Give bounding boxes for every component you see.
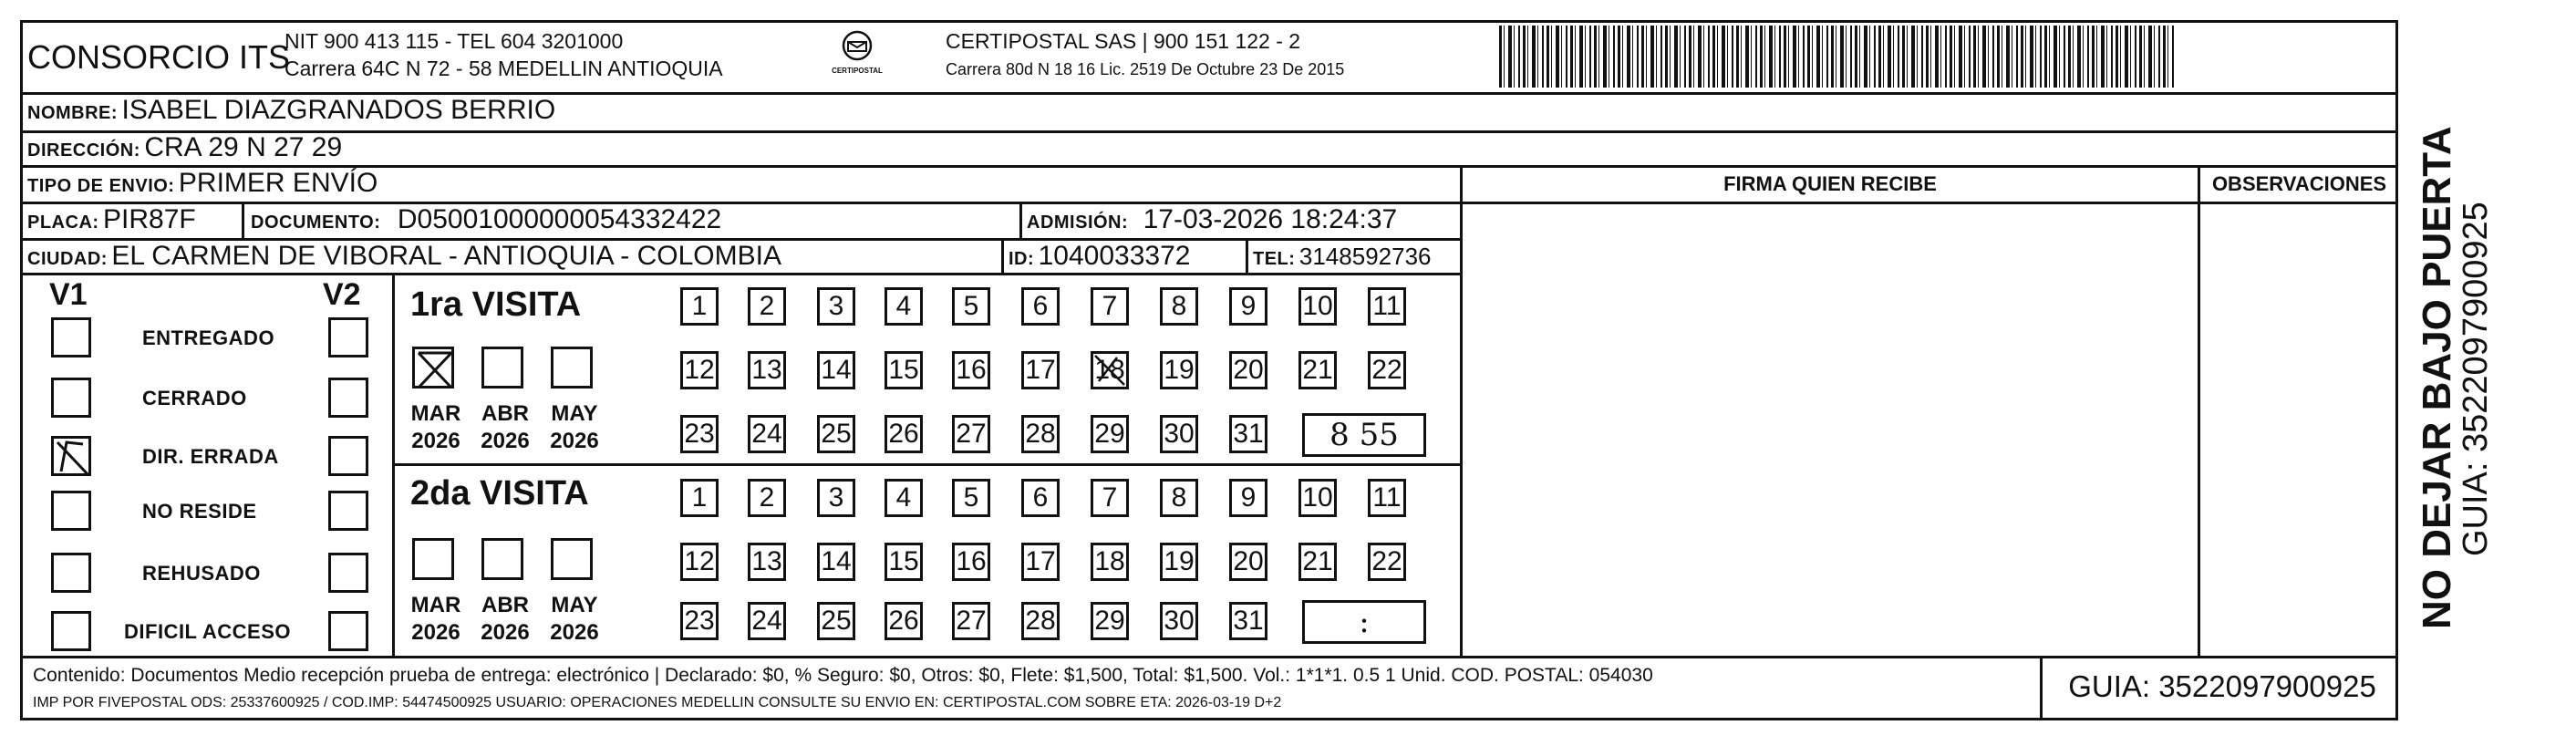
v2-checkbox[interactable] [328,553,368,593]
month-label: MAR [410,593,461,617]
direccion-value: CRA 29 N 27 29 [144,132,343,162]
day-box[interactable] [748,479,786,517]
day-box[interactable] [1091,602,1129,640]
day-number: 14 [821,355,852,385]
day-box[interactable] [1229,351,1267,389]
day-box[interactable] [1091,287,1129,326]
divider [1019,202,1022,239]
day-number: 6 [1032,291,1049,321]
v2-checkbox[interactable] [328,317,368,357]
divider [1001,239,1004,274]
day-number: 3 [828,291,844,321]
day-box[interactable] [680,602,719,640]
month-checkbox[interactable] [412,538,454,580]
visit-time-box[interactable] [1302,413,1426,457]
tel-value: 3148592736 [1298,243,1432,270]
day-number: 30 [1164,419,1195,449]
day-box[interactable] [1021,287,1060,326]
visit-time-value: : [1359,604,1370,640]
year-label: 2026 [550,429,599,453]
placa-value: PIR87F [103,204,196,234]
ciudad-row [27,241,781,272]
tipo-envio-label: TIPO DE ENVIO: [27,176,175,196]
v1-checkbox[interactable] [51,611,91,651]
day-box[interactable] [748,351,786,389]
day-box[interactable] [817,351,855,389]
carrier-line1: CERTIPOSTAL SAS | 900 151 122 - 2 [946,29,1301,53]
day-number: 23 [684,419,715,449]
day-box[interactable] [1298,287,1337,326]
day-number: 28 [1025,419,1056,449]
observations-area[interactable] [2200,204,2398,656]
day-box[interactable] [1229,415,1267,453]
day-number: 29 [1094,606,1125,636]
day-box[interactable] [885,415,923,453]
month-checkbox[interactable] [412,347,454,389]
day-number: 5 [963,482,979,513]
day-box[interactable] [680,351,719,389]
day-box[interactable] [952,351,990,389]
day-number: 16 [956,355,987,385]
v1-checkbox[interactable] [51,317,91,357]
day-number: 2 [759,482,775,513]
direccion-row [27,132,342,163]
day-number: 31 [1233,419,1264,449]
id-label: ID: [1009,249,1035,269]
day-number: 9 [1240,291,1257,321]
day-number: 16 [956,546,987,576]
day-box[interactable] [748,543,786,581]
day-box[interactable] [680,415,719,453]
v2-checkbox[interactable] [328,378,368,418]
day-number: 22 [1371,355,1402,385]
footer-print-info: IMP POR FIVEPOSTAL ODS: 25337600925 / COD.IMP: 54474500925 USUARIO: OPERACIONES MEDELLIN CONSULTE SU ENVIO EN: CERTIPOSTAL.COM SOBRE ETA: 2026-03-19 D+2 [33,695,1282,710]
day-number: 27 [956,606,987,636]
strike-mark-icon [1093,354,1126,387]
day-box[interactable] [1160,287,1198,326]
envelope-seal-icon [839,29,875,62]
day-box[interactable] [1160,415,1198,453]
day-box[interactable] [885,351,923,389]
day-box[interactable] [1091,543,1129,581]
day-box[interactable] [817,543,855,581]
divider [1246,239,1248,274]
day-box[interactable] [1021,415,1060,453]
day-box[interactable] [1229,479,1267,517]
day-box[interactable] [680,479,719,517]
day-number: 19 [1164,355,1195,385]
day-number: 8 [1171,291,1187,321]
status-option-label: CERRADO [142,387,247,409]
month-checkbox[interactable] [481,347,523,389]
day-number: 18 [1094,546,1125,576]
year-label: 2026 [411,429,460,453]
footer-content: Contenido: Documentos Medio recepción prueba de entrega: electrónico | Declarado: $0, % Seguro: $0, Otros: $0, Flete: $1,500, Total: $1,500. Vol.: 1*1*1. 0.5 1 Unid. COD. POSTAL: 054030 [33,665,1653,686]
direccion-label: DIRECCIÓN: [27,140,140,161]
day-box[interactable] [817,479,855,517]
day-number: 25 [821,419,852,449]
day-box[interactable] [952,479,990,517]
divider [392,463,1461,466]
status-option-label: NO RESIDE [142,500,257,523]
month-checkbox[interactable] [551,538,593,580]
day-number: 27 [956,419,987,449]
month-label: ABR [481,401,529,426]
day-number: 18 [1094,355,1125,385]
carrier-line2: Carrera 80d N 18 16 Lic. 2519 De Octubre 23 De 2015 [946,60,1345,78]
day-box[interactable] [1368,351,1406,389]
day-box[interactable] [1021,351,1060,389]
day-number: 14 [821,546,852,576]
admision-value: 17-03-2026 18:24:37 [1143,204,1398,234]
day-box[interactable] [952,287,990,326]
day-number: 19 [1164,546,1195,576]
admision-label: ADMISIÓN: [1027,212,1129,233]
day-box[interactable] [1091,415,1129,453]
day-box[interactable] [1298,543,1337,581]
footer-guia: GUIA: 3522097900925 [2068,669,2376,703]
day-number: 4 [895,482,912,513]
documento-label: DOCUMENTO: [251,212,381,233]
day-number: 9 [1240,482,1257,513]
day-box[interactable] [817,287,855,326]
day-box[interactable] [1229,543,1267,581]
day-box[interactable] [885,287,923,326]
day-number: 23 [684,606,715,636]
side-warning: NO DEJAR BAJO PUERTA [2415,126,2459,629]
company-line1: NIT 900 413 115 - TEL 604 3201000 [284,29,624,53]
day-box[interactable] [1368,479,1406,517]
tipo-envio-row [27,168,378,199]
day-box[interactable] [885,479,923,517]
day-box[interactable] [952,543,990,581]
day-number: 13 [751,546,782,576]
day-number: 20 [1233,546,1264,576]
nombre-label: NOMBRE: [27,103,119,123]
day-box[interactable] [1298,479,1337,517]
documento-row [251,204,721,235]
nombre-row [27,95,555,126]
company-name: CONSORCIO ITS [27,38,291,76]
day-number: 25 [821,606,852,636]
day-box[interactable] [952,415,990,453]
divider [2040,656,2043,720]
firma-header: FIRMA QUIEN RECIBE [1723,172,1937,195]
certipostal-logo [825,29,889,84]
day-number: 15 [888,546,919,576]
day-number: 6 [1032,482,1049,513]
day-number: 12 [684,546,715,576]
day-number: 11 [1372,482,1402,513]
status-option-label: DIFICIL ACCESO [124,620,292,643]
day-number: 17 [1025,355,1056,385]
tel-row [1253,243,1432,271]
day-box[interactable] [748,415,786,453]
day-number: 20 [1233,355,1264,385]
day-box[interactable] [1229,602,1267,640]
first-visit-title: 1ra VISITA [410,285,582,324]
status-option-label: DIR. ERRADA [142,445,279,468]
day-box[interactable] [1160,602,1198,640]
tel-label: TEL: [1253,249,1296,269]
day-number: 21 [1302,355,1333,385]
nombre-value: ISABEL DIAZGRANADOS BERRIO [121,95,556,125]
day-number: 21 [1302,546,1333,576]
day-box[interactable] [680,287,719,326]
day-box[interactable] [1160,543,1198,581]
year-label: 2026 [481,429,530,453]
side-guia: GUIA: 3522097900925 [2457,202,2495,556]
day-number: 29 [1094,419,1125,449]
year-label: 2026 [550,620,599,645]
day-number: 1 [691,482,708,513]
month-label: ABR [481,593,529,617]
ciudad-label: CIUDAD: [27,249,108,269]
day-number: 7 [1102,482,1118,513]
day-number: 11 [1372,291,1402,321]
placa-label: PLACA: [27,212,99,233]
day-number: 31 [1233,606,1264,636]
day-number: 24 [751,606,782,636]
day-box[interactable] [952,602,990,640]
year-label: 2026 [481,620,530,645]
month-checkbox[interactable] [481,538,523,580]
day-number: 7 [1102,291,1118,321]
divider [20,130,2398,133]
day-box[interactable] [1091,479,1129,517]
second-visit-title: 2da VISITA [410,474,589,513]
day-number: 13 [751,355,782,385]
v1-checkbox[interactable] [51,491,91,531]
day-number: 22 [1371,546,1402,576]
day-number: 1 [691,291,708,321]
v1-checkbox[interactable] [51,436,91,476]
day-number: 28 [1025,606,1056,636]
day-box[interactable] [1298,351,1337,389]
day-box[interactable] [748,287,786,326]
day-number: 5 [963,291,979,321]
day-box[interactable] [680,543,719,581]
month-label: MAR [410,401,461,426]
day-number: 17 [1025,546,1056,576]
day-box[interactable] [1160,479,1198,517]
status-option-label: ENTREGADO [142,326,275,349]
day-number: 2 [759,291,775,321]
v1-checkbox[interactable] [51,378,91,418]
ciudad-value: EL CARMEN DE VIBORAL - ANTIOQUIA - COLOMBIA [111,241,781,271]
day-box[interactable] [748,602,786,640]
check-mark-icon [54,439,94,479]
visit-time-value: 8 55 [1329,417,1399,453]
signature-area[interactable] [1463,204,2198,656]
status-option-label: REHUSADO [142,562,261,585]
month-checkbox[interactable] [551,347,593,389]
tipo-envio-value: PRIMER ENVÍO [178,168,378,198]
check-mark-icon [415,349,457,391]
month-label: MAY [551,401,598,426]
day-box[interactable] [885,602,923,640]
v1-checkbox[interactable] [51,553,91,593]
day-box[interactable] [1021,479,1060,517]
day-number: 24 [751,419,782,449]
day-box[interactable] [1021,602,1060,640]
day-number: 26 [888,606,919,636]
day-box[interactable] [1229,287,1267,326]
day-box[interactable] [885,543,923,581]
v2-checkbox[interactable] [328,491,368,531]
day-number: 12 [684,355,715,385]
day-box[interactable] [817,415,855,453]
id-row [1009,241,1190,272]
placa-row [27,204,196,235]
day-box[interactable] [1368,287,1406,326]
documento-value: D05001000000054332422 [397,204,722,234]
day-number: 8 [1171,482,1187,513]
day-number: 15 [888,355,919,385]
day-number: 10 [1302,291,1333,321]
v2-header: V2 [323,277,361,312]
v1-header: V1 [49,277,88,312]
day-number: 4 [895,291,912,321]
barcode [1499,26,2174,88]
day-box[interactable] [1368,543,1406,581]
year-label: 2026 [411,620,460,645]
day-box[interactable] [1091,351,1129,389]
day-box[interactable] [1021,543,1060,581]
divider [242,202,244,239]
admision-row [1027,204,1397,235]
day-box[interactable] [817,602,855,640]
logo-text: CERTIPOSTAL [832,67,883,75]
observaciones-header: OBSERVACIONES [2211,172,2387,195]
v2-checkbox[interactable] [328,436,368,476]
company-line2: Carrera 64C N 72 - 58 MEDELLIN ANTIOQUIA [284,57,723,80]
day-box[interactable] [1160,351,1198,389]
v2-checkbox[interactable] [328,611,368,651]
month-label: MAY [551,593,598,617]
visit-time-box[interactable] [1302,600,1426,644]
day-number: 10 [1302,482,1333,513]
id-value: 1040033372 [1038,241,1191,271]
day-number: 26 [888,419,919,449]
day-number: 30 [1164,606,1195,636]
day-number: 3 [828,482,844,513]
